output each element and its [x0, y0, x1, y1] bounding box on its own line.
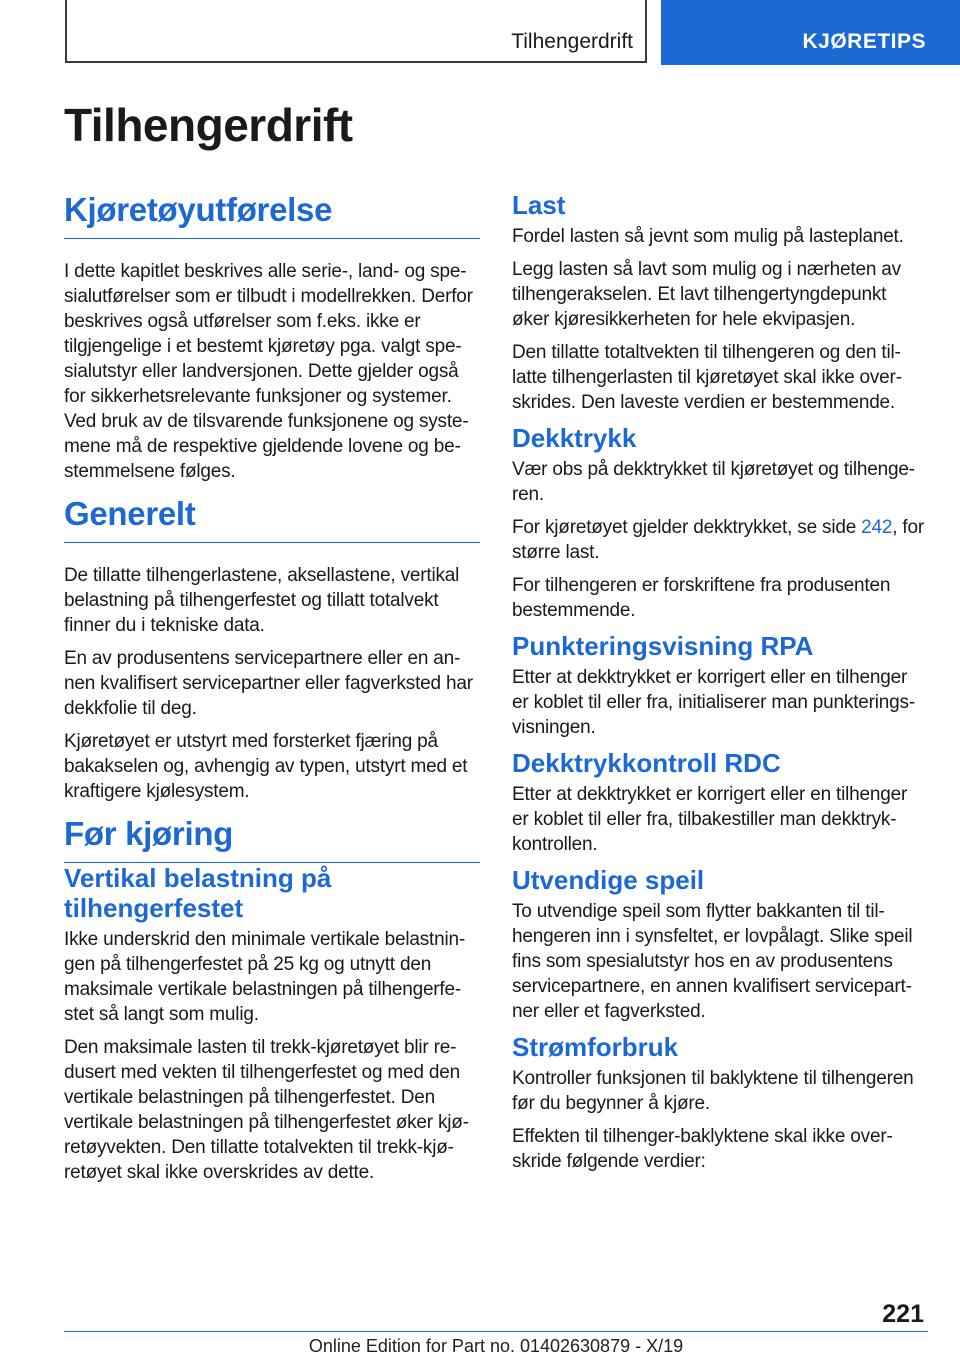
footer-divider — [64, 1331, 928, 1332]
paragraph: Effekten til tilhenger-baklyktene skal ikke overskride følgende verdier: — [512, 1126, 893, 1172]
paragraph: Den maksimale lasten til trekk-kjøretøyet blir redusert med vekten til tilhengerfestet og med den vertikale belastningen på tilhengerfestet. Den vertikale belastningen på tilhengerfestet øker kjøretøyvekten. Den tillatte totalvekten til trekk-kjøretøyet skal ikke overskrides av dette. — [64, 1037, 470, 1183]
header-chapter-tab[interactable] — [661, 0, 960, 65]
subsection-title-last: Last — [512, 190, 566, 220]
right-column — [512, 190, 928, 1182]
paragraph: Kontroller funksjonen til baklyktene til tilhengeren før du begynner å kjøre. — [512, 1068, 914, 1114]
footer-edition: Online Edition for Part no. 01402630879 - X/19 — [308, 1336, 684, 1356]
paragraph: En av produsentens servicepartnere eller en annen kvalifisert servicepartner eller fagverksted har dekkfolie til deg. — [64, 648, 473, 719]
header-section-box — [65, 0, 647, 63]
header-section-title: Tilhengerdrift — [511, 30, 633, 53]
paragraph: I dette kapitlet beskrives alle serie-, land- og spesialutførelser som er tilbudt i modellrekken. Derfor beskrives også utførelser som f.eks. ikke er tilgjengelige i et bestemt kjøretøy pga. valgt spesialutstyr eller landversjonen. Dette gjelder også for sikkerhetsrelevante funksjoner og systemer. Ved bruk av de tilsvarende funksjonene og systemene må de respektive gjeldende lovene og bestemmelsene følges. — [64, 261, 473, 482]
subsection-title-punkteringsvisning: Punkteringsvisning RPA — [512, 631, 814, 661]
page-number: 221 — [882, 1300, 924, 1328]
paragraph: Ikke underskrid den minimale vertikale belastningen på tilhengerfestet på 25 kg og utnytt den maksimale vertikale belastningen på tilhengerfestet så langt som mulig. — [64, 929, 466, 1025]
header-chapter-label: KJØRETIPS — [802, 30, 926, 53]
section-title-generelt: Generelt — [64, 492, 480, 543]
text: , for større last. — [512, 517, 924, 563]
section-title-for-kjoring: Før kjøring — [64, 812, 480, 863]
subsection-title-dekktrykkontroll: Dekktrykkontroll RDC — [512, 748, 781, 778]
subsection-title-dekktrykk: Dekktrykk — [512, 423, 637, 453]
page-link[interactable]: 242 — [861, 517, 893, 538]
paragraph: De tillatte tilhengerlastene, aksellastene, vertikal belastning på tilhengerfestet og tillatt totalvekt finner du i tekniske data. — [64, 565, 460, 636]
subsection-title-vertikal-belastning: Vertikal belastning på tilhengerfestet — [64, 863, 332, 923]
paragraph: For tilhengeren er forskriftene fra produsenten bestemmende. — [512, 575, 891, 621]
left-column — [64, 188, 480, 1193]
subsection-title-utvendige-speil: Utvendige speil — [512, 865, 705, 895]
paragraph: Etter at dekktrykket er korrigert eller en tilhenger er koblet til eller fra, tilbakestiller man dekktrykkontrollen. — [512, 784, 908, 855]
paragraph: To utvendige speil som flytter bakkanten til tilhengeren inn i synsfeltet, er lovpålagt. Slike speil fins som spesialutstyr hos en av produsentens servicepartnere, en annen kvalifisert servicepartner eller et fagverksted. — [512, 901, 913, 1022]
paragraph: Kjøretøyet er utstyrt med forsterket fjæring på bakakselen og, avhengig av typen, utstyrt med et kraftigere kjølesystem. — [64, 731, 468, 802]
subsection-title-stromforbruk: Strømforbruk — [512, 1032, 679, 1062]
text: For kjøretøyet gjelder dekktrykket, se side — [512, 517, 862, 538]
paragraph: Den tillatte totaltvekten til tilhengeren og den tillatte tilhengerlasten til kjøretøyet skal ikke overskrides. Den laveste verdien er bestemmende. — [512, 342, 903, 413]
page-title: Tilhengerdrift — [64, 99, 353, 151]
paragraph: Etter at dekktrykket er korrigert eller en tilhenger er koblet til eller fra, initialiserer man punkteringsvisningen. — [512, 667, 916, 738]
section-title-kjoretoyutforelse: Kjøretøyutførelse — [64, 188, 480, 239]
paragraph: Fordel lasten så jevnt som mulig på lasteplanet. — [512, 226, 904, 247]
paragraph — [512, 515, 928, 565]
paragraph: Legg lasten så lavt som mulig og i nærheten av tilhengerakselen. Et lavt tilhengertyngdepunkt øker kjøresikkerheten for hele ekvipasjen. — [512, 259, 901, 330]
paragraph: Vær obs på dekktrykket til kjøretøyet og tilhengeren. — [512, 459, 916, 505]
